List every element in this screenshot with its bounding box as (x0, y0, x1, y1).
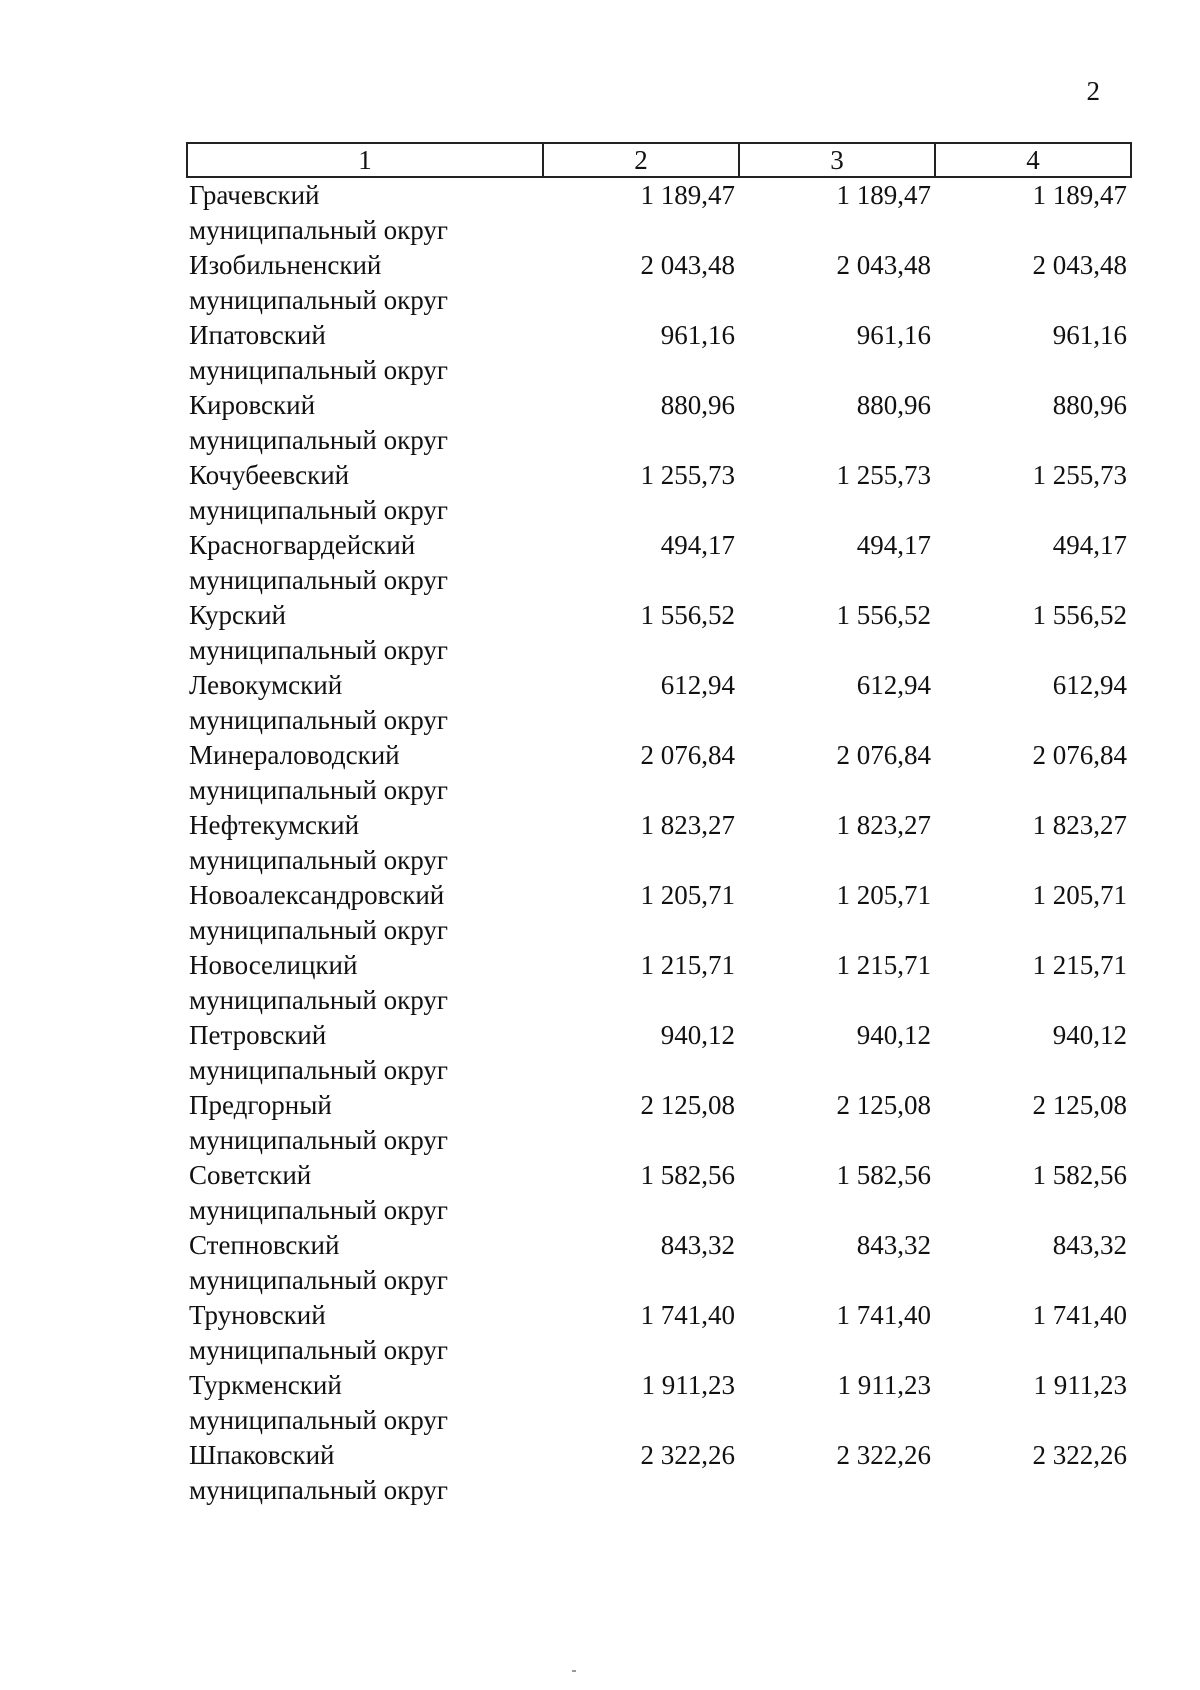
table-row (187, 458, 1131, 528)
district-name-cell (187, 318, 543, 388)
value-cell-col2: 1 189,47 (640, 180, 735, 210)
district-name-cell (187, 948, 543, 1018)
table-row (187, 948, 1131, 1018)
district-type: муниципальный округ (189, 565, 448, 595)
value-cell-col2: 1 823,27 (640, 810, 735, 840)
district-type: муниципальный округ (189, 215, 448, 245)
district-name-cell (187, 1368, 543, 1438)
district-name-cell (187, 1088, 543, 1158)
district-name-cell (187, 1228, 543, 1298)
district-type: муниципальный округ (189, 915, 448, 945)
value-cell-col2: 1 911,23 (641, 1370, 735, 1400)
value-cell-col4: 2 322,26 (1032, 1440, 1127, 1470)
value-cell-col3: 1 255,73 (836, 460, 931, 490)
district-name: Грачевский (189, 180, 320, 210)
district-name: Степновский (189, 1230, 340, 1260)
value-cell-col4: 961,16 (1052, 320, 1127, 350)
table-row (187, 388, 1131, 458)
table-row (187, 808, 1131, 878)
district-name-cell (187, 458, 543, 528)
value-cell-col3: 940,12 (856, 1020, 931, 1050)
value-cell-col4: 940,12 (1052, 1020, 1127, 1050)
value-cell-col2: 2 125,08 (640, 1090, 735, 1120)
district-name-cell (187, 878, 543, 948)
district-name-cell (187, 808, 543, 878)
value-cell-col2: 880,96 (660, 390, 735, 420)
value-cell-col2: 2 076,84 (640, 740, 735, 770)
value-cell-col2: 2 043,48 (640, 250, 735, 280)
value-cell-col2: 1 582,56 (640, 1160, 735, 1190)
district-type: муниципальный округ (189, 1265, 448, 1295)
district-name: Туркменский (189, 1370, 342, 1400)
district-name: Красногвардейский (189, 530, 416, 560)
district-type: муниципальный округ (189, 635, 448, 665)
value-cell-col4: 494,17 (1052, 530, 1127, 560)
value-cell-col4: 1 823,27 (1032, 810, 1127, 840)
district-name-cell (187, 177, 543, 248)
value-cell-col2: 940,12 (660, 1020, 735, 1050)
district-type: муниципальный округ (189, 285, 448, 315)
district-name: Труновский (189, 1300, 326, 1330)
district-name: Шпаковский (189, 1440, 335, 1470)
district-name-cell (187, 1018, 543, 1088)
value-cell-col4: 843,32 (1052, 1230, 1127, 1260)
value-cell-col4: 1 215,71 (1032, 950, 1127, 980)
value-cell-col3: 2 043,48 (836, 250, 931, 280)
table-row (187, 1088, 1131, 1158)
table-row (187, 598, 1131, 668)
value-cell-col3: 1 556,52 (836, 600, 931, 630)
value-cell-col4: 2 076,84 (1032, 740, 1127, 770)
column-header-3: 3 (739, 143, 935, 177)
page-number: 2 (1086, 76, 1100, 106)
district-name-cell (187, 1298, 543, 1368)
table-row (187, 738, 1131, 808)
value-cell-col3: 1 205,71 (836, 880, 931, 910)
value-cell-col4: 2 043,48 (1032, 250, 1127, 280)
district-type: муниципальный округ (189, 1475, 448, 1505)
district-name: Советский (189, 1160, 312, 1190)
district-type: муниципальный округ (189, 775, 448, 805)
header-row (187, 143, 1131, 177)
table-row (187, 318, 1131, 388)
district-type: муниципальный округ (189, 425, 448, 455)
district-name-cell (187, 1158, 543, 1228)
value-cell-col4: 612,94 (1052, 670, 1127, 700)
value-cell-col3: 843,32 (856, 1230, 931, 1260)
table-container (186, 142, 1130, 1508)
table-body (187, 177, 1131, 1508)
value-cell-col2: 1 556,52 (640, 600, 735, 630)
value-cell-col2: 843,32 (660, 1230, 735, 1260)
value-cell-col2: 1 741,40 (640, 1300, 735, 1330)
column-header-2: 2 (543, 143, 739, 177)
district-name: Ипатовский (189, 320, 326, 350)
table-row (187, 248, 1131, 318)
district-type: муниципальный округ (189, 495, 448, 525)
value-cell-col2: 961,16 (660, 320, 735, 350)
value-cell-col3: 1 582,56 (836, 1160, 931, 1190)
table-row (187, 1438, 1131, 1508)
value-cell-col3: 1 189,47 (836, 180, 931, 210)
district-name: Новоалександровский (189, 880, 445, 910)
district-name: Нефтекумский (189, 810, 360, 840)
value-cell-col2: 1 255,73 (640, 460, 735, 490)
district-name: Новоселицкий (189, 950, 358, 980)
district-name-cell (187, 598, 543, 668)
district-type: муниципальный округ (189, 705, 448, 735)
value-cell-col3: 1 215,71 (836, 950, 931, 980)
value-cell-col3: 612,94 (856, 670, 931, 700)
value-cell-col3: 961,16 (856, 320, 931, 350)
table-row (187, 1368, 1131, 1438)
value-cell-col3: 1 823,27 (836, 810, 931, 840)
value-cell-col3: 1 741,40 (836, 1300, 931, 1330)
district-name: Курский (189, 600, 286, 630)
value-cell-col4: 1 911,23 (1033, 1370, 1127, 1400)
value-cell-col3: 2 076,84 (836, 740, 931, 770)
district-type: муниципальный округ (189, 1125, 448, 1155)
district-type: муниципальный округ (189, 1055, 448, 1085)
value-cell-col4: 1 255,73 (1032, 460, 1127, 490)
value-cell-col4: 2 125,08 (1032, 1090, 1127, 1120)
district-name-cell (187, 738, 543, 808)
district-type: муниципальный округ (189, 1335, 448, 1365)
value-cell-col4: 1 741,40 (1032, 1300, 1127, 1330)
district-name-cell (187, 528, 543, 598)
value-cell-col2: 494,17 (660, 530, 735, 560)
value-cell-col4: 880,96 (1052, 390, 1127, 420)
district-name-cell (187, 1438, 543, 1508)
district-name: Кочубеевский (189, 460, 350, 490)
district-name-cell (187, 668, 543, 738)
value-cell-col2: 2 322,26 (640, 1440, 735, 1470)
value-cell-col4: 1 582,56 (1032, 1160, 1127, 1190)
district-name-cell (187, 388, 543, 458)
table-row (187, 1158, 1131, 1228)
district-type: муниципальный округ (189, 1195, 448, 1225)
table-row (187, 177, 1131, 248)
district-name: Петровский (189, 1020, 327, 1050)
district-type: муниципальный округ (189, 985, 448, 1015)
table-row (187, 878, 1131, 948)
value-cell-col2: 1 215,71 (640, 950, 735, 980)
value-cell-col2: 612,94 (660, 670, 735, 700)
value-cell-col3: 2 322,26 (836, 1440, 931, 1470)
district-type: муниципальный округ (189, 845, 448, 875)
table-row (187, 668, 1131, 738)
district-type: муниципальный округ (189, 355, 448, 385)
table-row (187, 528, 1131, 598)
table-row (187, 1018, 1131, 1088)
value-cell-col3: 1 911,23 (837, 1370, 931, 1400)
value-cell-col3: 494,17 (856, 530, 931, 560)
column-header-4: 4 (935, 143, 1131, 177)
value-cell-col3: 880,96 (856, 390, 931, 420)
value-cell-col4: 1 556,52 (1032, 600, 1127, 630)
value-cell-col4: 1 205,71 (1032, 880, 1127, 910)
table-header (187, 143, 1131, 177)
district-name: Левокумский (189, 670, 343, 700)
district-name: Изобильненский (189, 250, 382, 280)
district-name: Минераловодский (189, 740, 400, 770)
table-row (187, 1298, 1131, 1368)
district-name: Предгорный (189, 1090, 332, 1120)
district-type: муниципальный округ (189, 1405, 448, 1435)
table-row (187, 1228, 1131, 1298)
data-table (186, 142, 1132, 1508)
district-name: Кировский (189, 390, 316, 420)
district-name-cell (187, 248, 543, 318)
scan-mark (572, 1670, 576, 1672)
value-cell-col4: 1 189,47 (1032, 180, 1127, 210)
value-cell-col2: 1 205,71 (640, 880, 735, 910)
value-cell-col3: 2 125,08 (836, 1090, 931, 1120)
column-header-1: 1 (187, 143, 543, 177)
